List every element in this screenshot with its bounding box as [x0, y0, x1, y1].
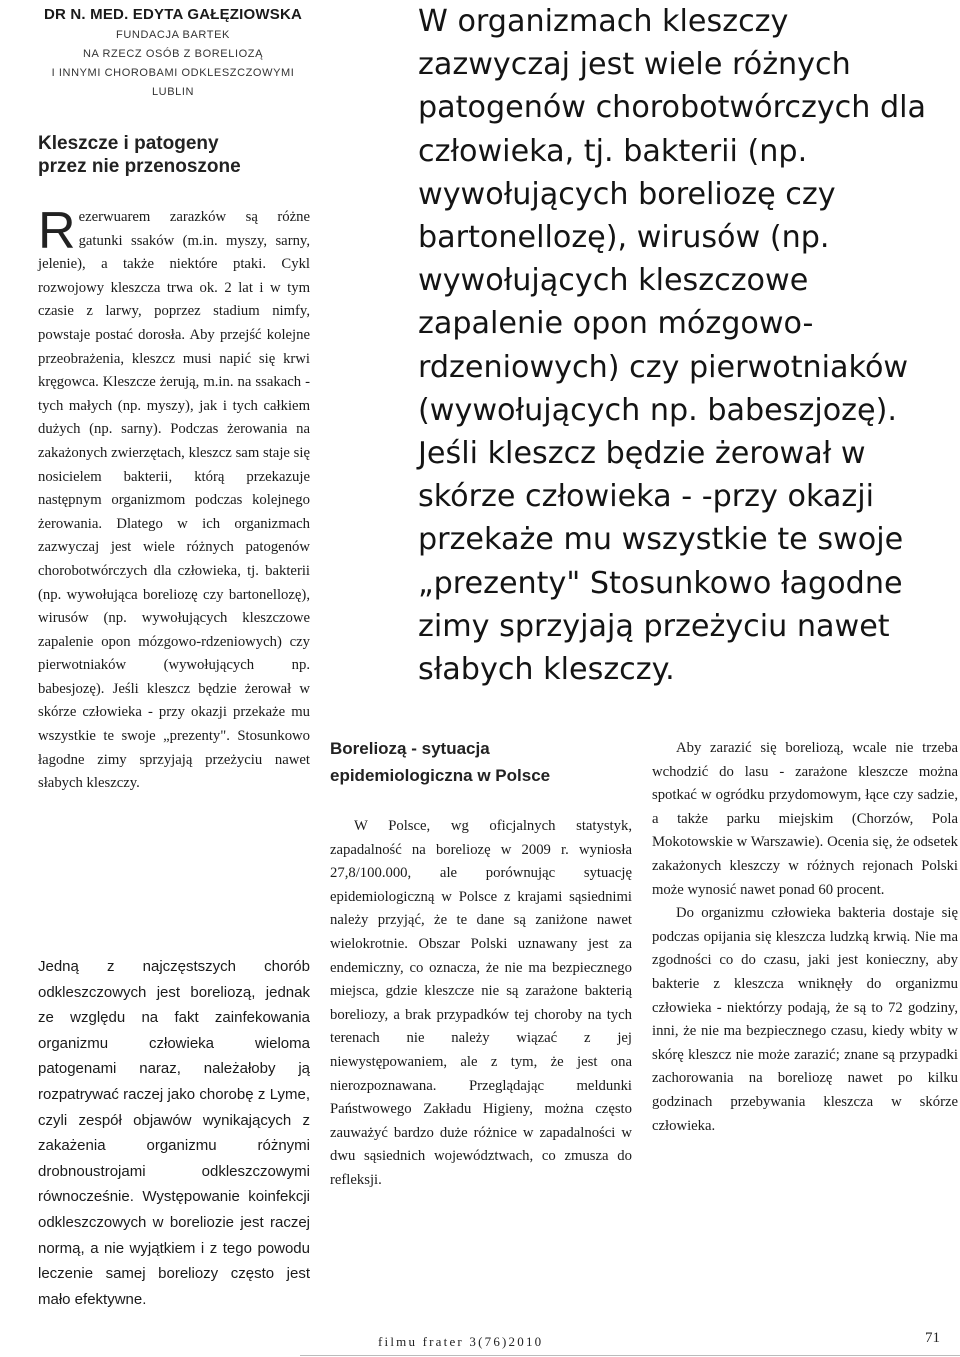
body-paragraph: Do organizmu człowieka bakteria dostaje się podczas opijania się kleszcza ludzką krwią. Nie ma zgodności co do czasu, jaki jest konieczny, aby bakterie z kleszcza wniknęły do organizmu człowieka - niektórzy podają, że są to 72 godziny, inni, że nie ma bezpiecznego czasu, kiedy wbity w skórę kleszcz nie może zarazić; znane są przypadki zachorowania na boreliozę nawet po kilku godzinach przebywania kleszcza w skórze człowieka.: [652, 905, 958, 1134]
article-title-line: Kleszcze i patogeny: [38, 133, 219, 154]
article-column-1-continued: [38, 954, 310, 1312]
article-title: [38, 132, 318, 178]
body-paragraph: ezerwuarem zarazków są różne gatunki ssaków (m.in. myszy, sarny, jelenie), a także niektóre ptaki. Cykl rozwojowy kleszcza trwa ok. 2 lat i w tym czasie z larwy, poprzez stadium nimfy, powstaje postać dorosła. Aby przejść kolejne przeobrażenia, kleszcz musi napić się krwi kręgowca. Kleszcze żerują, m.in. na ssakach - tych małych (np. myszy), jak i tych całkiem dużych (np. sarny). Podczas żerowania na zakażonych zwierzętach, kleszcz sam staje się nosicielem bakterii, którą przekazuje następnym organizmom podczas kolejnego żerowania. Dlatego w ich organizmach zazwyczaj jest wiele różnych patogenów chorobotwórczych dla człowieka, tj. bakterii (np. wywołująca boreliozę czy bartonellozę), wirusów (np. wywołujących kleszczowe zapalenie opon mózgowo-rdzeniowych) czy pierwotniaków (wywołujących np. babesjozę). Jeśli kleszcz będzie żerował w skórze człowieka - przy okazji przekaże mu wszystkie te swoje „prezenty". Stosunkowo łagodne zimy sprzyjają przeżyciu nawet słabych kleszczy.: [38, 209, 310, 792]
body-paragraph: Jedną z najczęstszych chorób odkleszczowych jest boreliozą, jednak ze względu na fakt zainfekowania organizmu człowieka wieloma patogenami naraz, należałoby ją rozpatrywać raczej jako chorobę z Lyme, czyli zespół objawów wynikających z zakażenia organizmu różnymi drobnoustrojami odkleszczowymi równocześnie. Występowanie koinfekcji odkleszczowych w boreliozie jest raczej normą, a nie wyjątkiem i z tego powodu leczenie samej boreliozy często jest mało efektywne.: [38, 958, 310, 1308]
section-heading-line: Boreliozą - sytuacja: [330, 739, 490, 758]
article-column-2: [330, 815, 632, 1193]
section-heading: [330, 735, 630, 789]
drop-cap: R: [38, 202, 76, 260]
affiliation-line: FUNDACJA BARTEK: [116, 29, 230, 41]
affiliation-city: LUBLIN: [151, 86, 195, 98]
article-column-3: [652, 737, 958, 1138]
body-paragraph: W Polsce, wg oficjalnych statystyk, zapadalność na boreliozę w 2009 r. wyniosła 27,8/100.000, ale porównując sytuację epidemiologiczną w Polsce z krajami sąsiednimi należy przyjąć, że te dane są zaniżone nawet wielokrotnie. Obszar Polski uznawany jest za endemiczny, co oznacza, że nie ma bezpiecznego miejsca, gdzie kleszcze nie są zarażone bakterią boreliozy, a brak przypadków tej choroby na tych terenach nie należy wiązać z jej niewystępowaniem, ale z tym, że jest ona nierozpoznawana. Przeglądając meldunki Państwowego Zakładu Higieny, można często zauważyć bardzo duże różnice w zapadalności w dwu sąsiednich województwach, co zmusza do refleksji.: [330, 818, 632, 1188]
affiliation-line: I INNYMI CHOROBAMI ODKLESZCZOWYMI: [51, 67, 295, 79]
page-number: 71: [925, 1330, 940, 1346]
article-title-line: przez nie przenoszone: [38, 156, 241, 177]
footer-rule: [300, 1355, 960, 1356]
body-paragraph: Aby zarazić się boreliozą, wcale nie trzeba wchodzić do lasu - zarażone kleszcze można spotkać w ogródku przydomowym, łące czy sadzie, a także parku miejskim (Chorzów, Pola Mokotowskie w Warszawie). Ocenia się, że odsetek zakażonych kleszczy w różnych rejonach Polski może wynosić nawet ponad 60 procent.: [652, 740, 958, 898]
section-heading-line: epidemiologiczna w Polsce: [330, 766, 551, 785]
magazine-footer: filmu frater 3(76)2010: [378, 1334, 544, 1349]
pull-quote: W organizmach kleszczy zazwyczaj jest wiele różnych patogenów chorobotwórczych dla człowieka, tj. bakterii (np. wywołujących boreliozę czy bartonellozę), wirusów (np. wywołujących kleszczowe zapalenie opon mózgowo-rdzeniowych) czy pierwotniaków (wywołujących np. babeszjozę). Jeśli kleszcz będzie żerował w skórze człowieka - -przy okazji przekaże mu wszystkie te swoje „prezenty" Stosunkowo łagodne zimy sprzyjają przeżyciu nawet słabych kleszczy.: [418, 4, 927, 688]
affiliation-line: NA RZECZ OSÓB Z BORELIOZĄ: [82, 48, 264, 60]
author-header: [38, 6, 308, 102]
article-column-1: [38, 202, 310, 796]
author-name: DR N. MED. EDYTA GAŁĘZIOWSKA: [43, 6, 303, 23]
